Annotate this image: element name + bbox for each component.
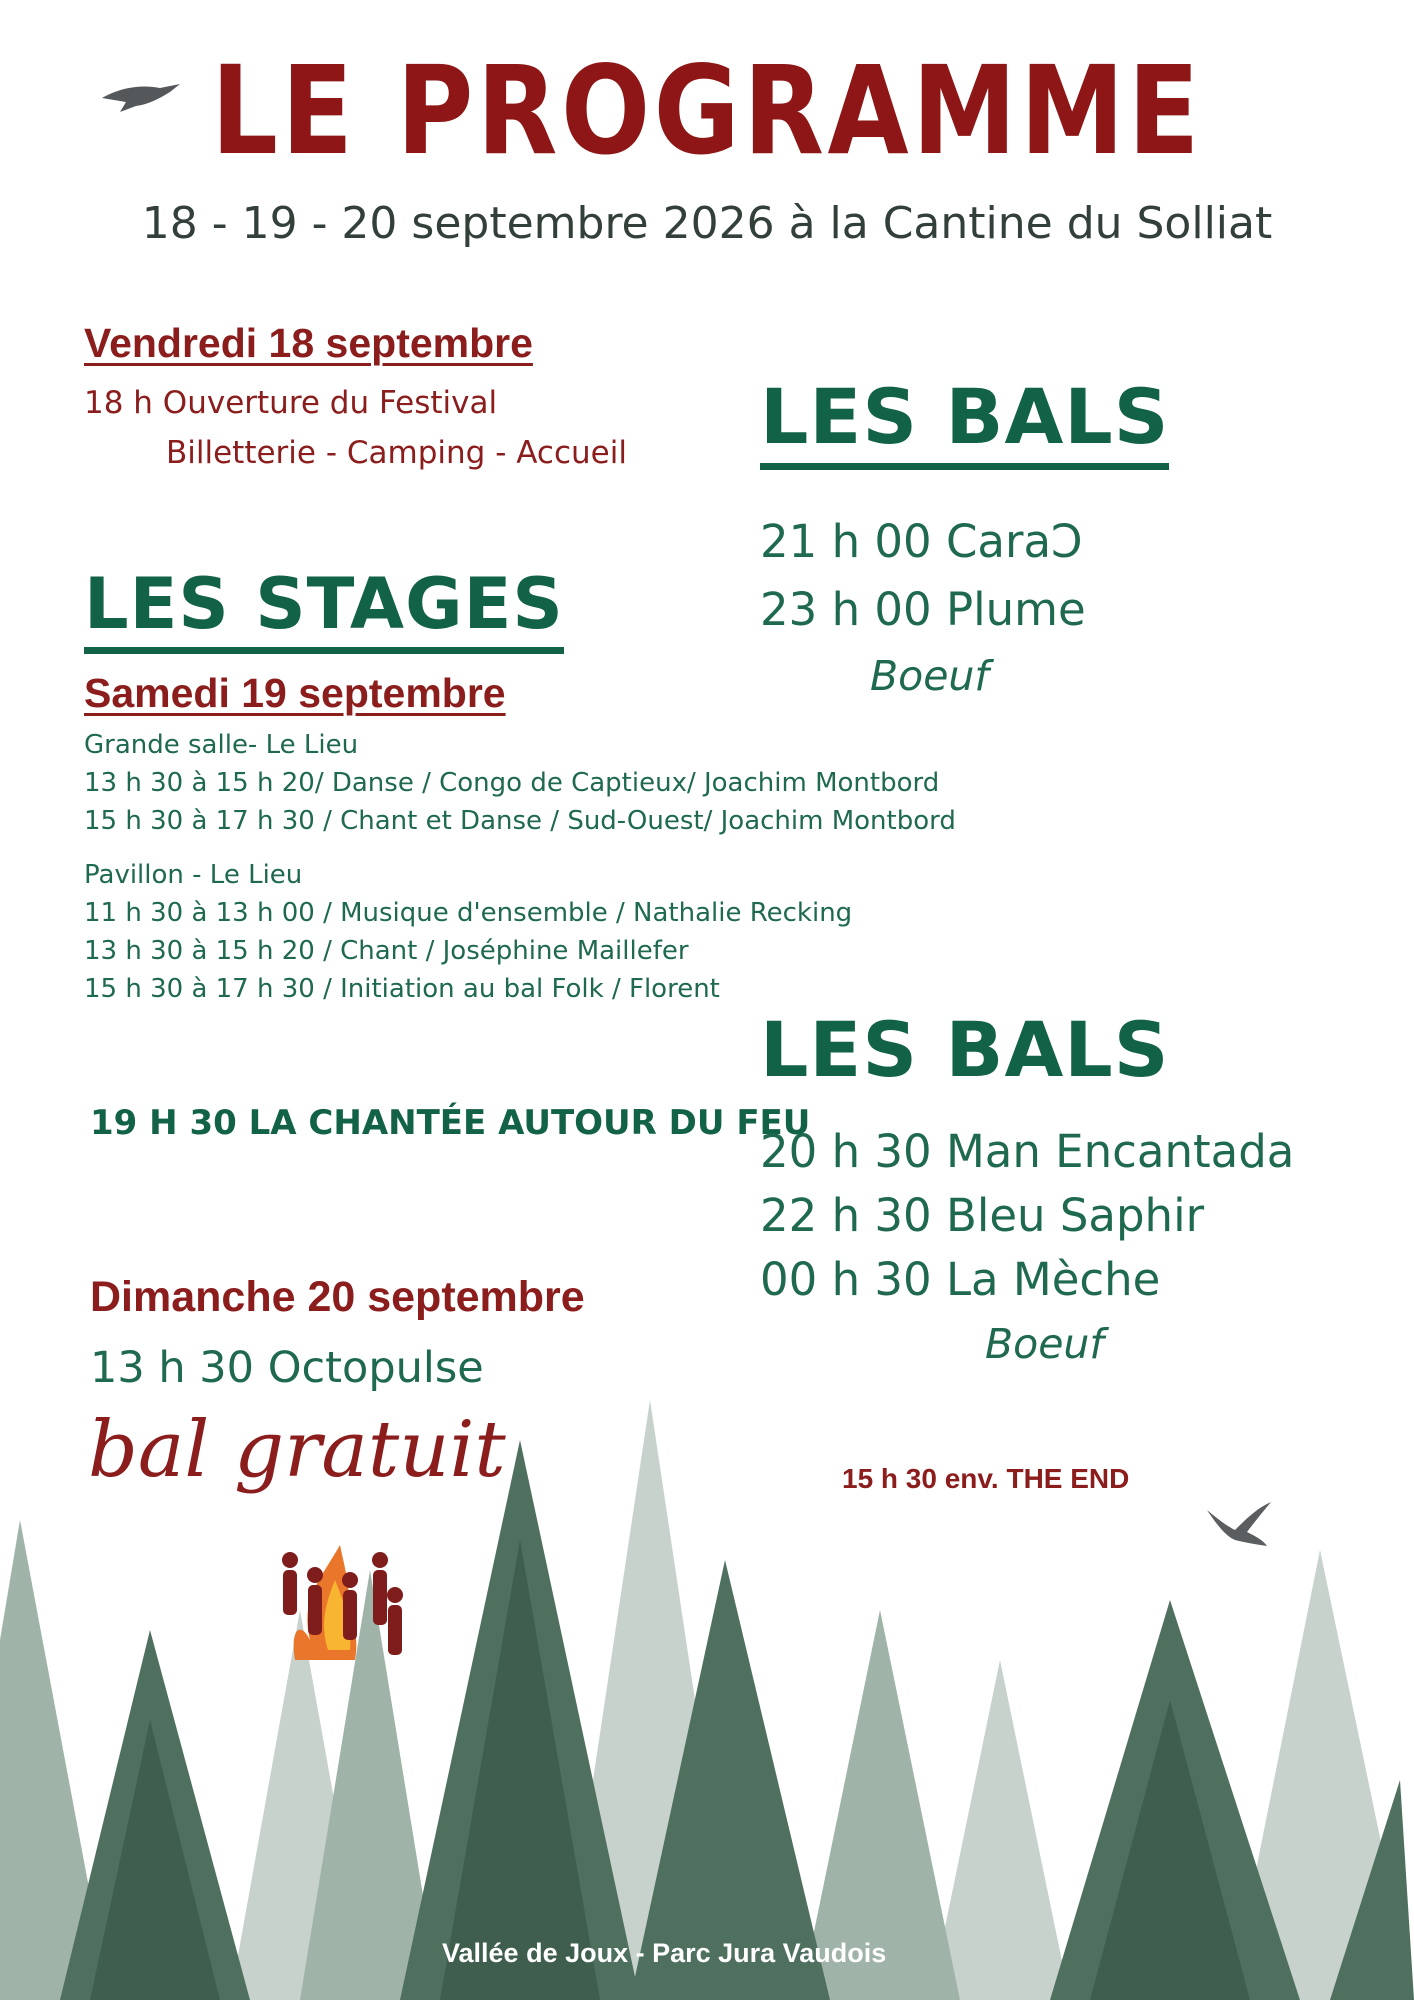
stage-item: 13 h 30 à 15 h 20/ Danse / Congo de Captieux/ Joachim Montbord [84, 768, 940, 798]
bal-saturday-1: 20 h 30 Man Encantada [760, 1125, 1295, 1178]
stage-item: 11 h 30 à 13 h 00 / Musique d'ensemble / Nathalie Recking [84, 898, 853, 928]
bal-saturday-3: 00 h 30 La Mèche [760, 1253, 1161, 1306]
forest-illustration [0, 1380, 1414, 2000]
stage-item: 13 h 30 à 15 h 20 / Chant / Joséphine Maillefer [84, 936, 689, 966]
sunday-octopulse: 13 h 30 Octopulse [90, 1343, 484, 1393]
bal-saturday-boeuf: Boeuf [985, 1320, 1104, 1368]
bal-friday-boeuf: Boeuf [870, 652, 989, 700]
bal-gratuit: bal gratuit [88, 1405, 506, 1495]
friday-heading: Vendredi 18 septembre [84, 320, 533, 366]
friday-opening: 18 h Ouverture du Festival [84, 385, 498, 421]
page-subtitle: 18 - 19 - 20 septembre 2026 à la Cantine du Solliat [141, 198, 1273, 249]
pavillon-label: Pavillon - Le Lieu [84, 860, 303, 890]
footer-location: Vallée de Joux - Parc Jura Vaudois [442, 1938, 887, 1968]
bal-friday-2: 23 h 00 Plume [760, 583, 1086, 636]
bals-friday-heading: LES BALS [760, 372, 1169, 470]
friday-services: Billetterie - Camping - Accueil [166, 435, 627, 471]
the-end: 15 h 30 env. THE END [842, 1463, 1130, 1494]
stage-item: 15 h 30 à 17 h 30 / Initiation au bal Folk / Florent [84, 974, 720, 1004]
sunday-heading: Dimanche 20 septembre [90, 1273, 585, 1321]
chantee-heading: 19 H 30 LA CHANTÉE AUTOUR DU FEU [90, 1103, 811, 1143]
bal-saturday-2: 22 h 30 Bleu Saphir [760, 1189, 1205, 1242]
stages-heading: LES STAGES [84, 563, 564, 654]
page-title: LE PROGRAMME [211, 40, 1203, 182]
grande-salle-label: Grande salle- Le Lieu [84, 730, 359, 760]
bals-saturday-heading: LES BALS [760, 1005, 1170, 1094]
stage-item: 15 h 30 à 17 h 30 / Chant et Danse / Sud-Ouest/ Joachim Montbord [84, 806, 956, 836]
bal-friday-1: 21 h 00 CaraƆ [760, 515, 1083, 568]
saturday-heading: Samedi 19 septembre [84, 670, 506, 716]
